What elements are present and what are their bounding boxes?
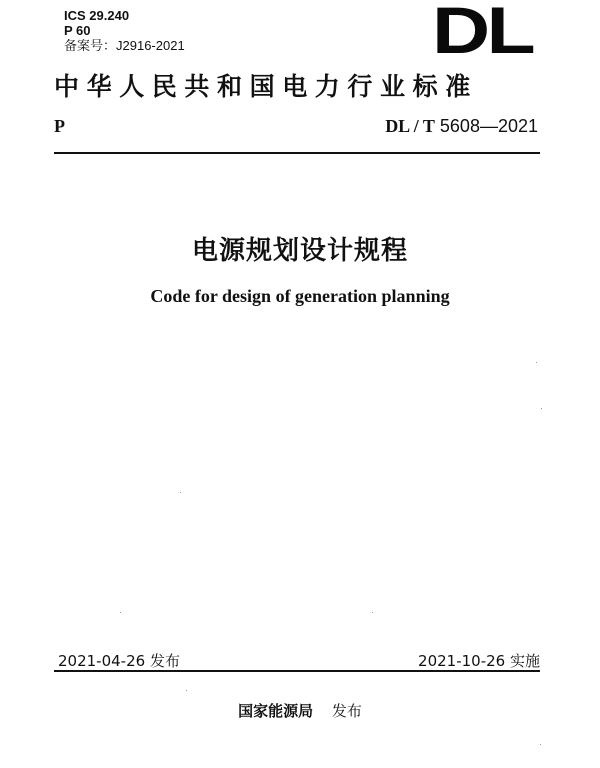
publisher-name: 国家能源局 [238, 702, 314, 720]
category-code: P 60 [64, 23, 91, 38]
standard-number [385, 116, 538, 137]
effective-date: 2021-10-26 实施 [418, 652, 540, 670]
title-chinese: 电源规划设计规程 [191, 236, 408, 266]
category-letter: P [54, 116, 65, 136]
standard-code: 5608—2021 [439, 116, 538, 136]
scan-speck [186, 690, 187, 691]
title-english: Code for design of generation planning [150, 286, 450, 306]
scan-speck [536, 362, 537, 363]
record-number: 备案号：J2916-2021 [64, 38, 185, 53]
document-metadata [64, 8, 185, 53]
header-divider [54, 152, 540, 154]
standard-prefix: DL / T [385, 116, 435, 136]
ics-code: ICS 29.240 [64, 8, 130, 23]
dl-logo: DL [432, 0, 533, 67]
publisher-action: 发布 [331, 702, 362, 720]
scan-speck [120, 612, 121, 613]
footer-divider [54, 670, 540, 672]
scan-speck [180, 492, 181, 493]
issuing-organization: 中华人民共和国电力行业标准 [54, 72, 478, 101]
publisher-line [0, 700, 600, 721]
scan-speck [541, 408, 542, 409]
issue-date: 2021-04-26 发布 [58, 652, 180, 670]
scan-speck [540, 744, 541, 745]
scan-speck [372, 612, 373, 613]
